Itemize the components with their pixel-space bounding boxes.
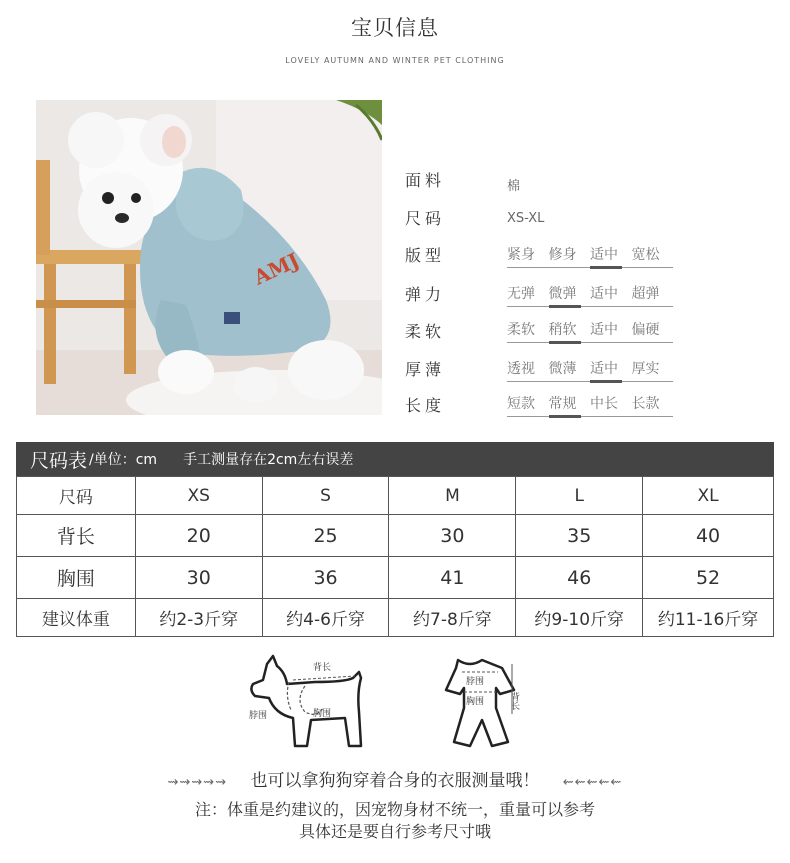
table-header-cell: XS [135, 477, 262, 515]
size-chart-title: 尺码表 [30, 449, 88, 472]
option-elasticity-0: 无弹 [507, 286, 535, 302]
option-thickness-1: 微薄 [548, 361, 577, 377]
table-row [17, 515, 774, 557]
page-title: 宝贝信息 [351, 16, 439, 40]
dog-measurement-diagram [245, 652, 375, 752]
weight-note-line2: 具体还是要自行参考尺寸哦 [298, 822, 491, 841]
table-header-row [17, 477, 774, 515]
size-chart-table [16, 476, 774, 637]
attr-label-size: 尺码 [405, 209, 446, 228]
option-elasticity-2: 适中 [590, 286, 618, 302]
attr-label-length: 长度 [405, 396, 446, 415]
size-chart-note: 手工测量存在2cm左右误差 [183, 452, 354, 468]
attr-label-fabric: 面料 [405, 171, 446, 190]
table-row [17, 557, 774, 599]
table-cell: 30 [389, 515, 516, 557]
option-fit-0: 紧身 [507, 247, 535, 263]
option-softness-0: 柔软 [507, 322, 535, 338]
table-cell: 30 [135, 557, 262, 599]
dog-neck-label: 脖围 [249, 711, 268, 721]
table-row-label: 胸围 [17, 557, 136, 599]
table-cell: 41 [389, 557, 516, 599]
measure-tip-text: 也可以拿狗狗穿着合身的衣服测量哦！ [250, 771, 540, 791]
garment-measurement-diagram [430, 652, 530, 752]
size-chart-header [16, 442, 774, 476]
product-photo [36, 100, 382, 415]
table-cell: 46 [516, 557, 643, 599]
table-cell: 约4-6斤穿 [262, 599, 389, 637]
measure-tip [0, 766, 790, 791]
table-cell: 约7-8斤穿 [389, 599, 516, 637]
table-row [17, 599, 774, 637]
table-header-cell: M [389, 477, 516, 515]
option-thickness-0: 透视 [507, 361, 535, 377]
option-fit-3: 宽松 [631, 247, 660, 263]
table-cell: 约2-3斤穿 [135, 599, 262, 637]
attr-label-fit: 版型 [405, 246, 446, 265]
arrow-decoration-left: ⇝⇝⇝⇝⇝ [167, 775, 228, 790]
option-softness-3: 偏硬 [631, 322, 660, 338]
table-row-label: 背长 [17, 515, 136, 557]
garment-chest-label: 胸围 [466, 697, 485, 707]
option-softness-1-selected: 稍软 [549, 319, 591, 342]
attr-value-fabric: 棉 [507, 179, 521, 194]
option-length-2: 中长 [590, 396, 618, 412]
attr-label-thickness: 厚薄 [405, 360, 446, 379]
option-elasticity-1-selected: 微弹 [549, 283, 591, 306]
arrow-decoration-right: ⇜⇜⇜⇜⇜ [562, 775, 623, 790]
table-cell: 36 [262, 557, 389, 599]
attr-value-size: XS-XL [507, 211, 545, 226]
garment-back-label: 背长 [509, 692, 519, 710]
weight-note-line1: 注：体重是约建议的，因宠物身材不统一，重量可以参考 [194, 800, 595, 819]
option-thickness-2-selected: 适中 [590, 358, 632, 381]
table-cell: 25 [262, 515, 389, 557]
option-fit-2-selected: 适中 [590, 244, 632, 267]
svg-text:AMJ: AMJ [249, 247, 303, 290]
table-header-cell: XL [643, 477, 774, 515]
option-thickness-3: 厚实 [631, 361, 660, 377]
dog-back-label: 背长 [313, 663, 332, 673]
size-chart-unit: /单位：cm [89, 452, 158, 468]
table-row-label: 建议体重 [17, 599, 136, 637]
option-fit-1: 修身 [548, 247, 577, 263]
garment-neck-label: 脖围 [466, 677, 485, 687]
table-cell: 40 [643, 515, 774, 557]
table-cell: 约11-16斤穿 [643, 599, 774, 637]
page-subtitle: LOVELY AUTUMN AND WINTER PET CLOTHING [285, 56, 505, 65]
table-cell: 20 [135, 515, 262, 557]
table-header-cell: L [516, 477, 643, 515]
option-softness-2: 适中 [590, 322, 618, 338]
attr-options-softness [507, 319, 673, 343]
table-cell: 35 [516, 515, 643, 557]
attr-options-thickness [507, 358, 673, 382]
table-header-cell: 尺码 [17, 477, 136, 515]
option-elasticity-3: 超弹 [631, 286, 660, 302]
option-length-1-selected: 常规 [549, 393, 591, 416]
dog-in-hoodie-illustration [36, 100, 382, 415]
table-cell: 52 [643, 557, 774, 599]
attr-options-length [507, 393, 673, 417]
dog-chest-label: 胸围 [313, 709, 332, 719]
table-header-cell: S [262, 477, 389, 515]
option-length-3: 长款 [631, 396, 660, 412]
attr-options-elasticity [507, 283, 673, 307]
attr-label-elasticity: 弹力 [405, 285, 446, 304]
attr-options-fit [507, 244, 673, 268]
table-cell: 约9-10斤穿 [516, 599, 643, 637]
attr-label-softness: 柔软 [405, 322, 446, 341]
option-length-0: 短款 [507, 396, 535, 412]
